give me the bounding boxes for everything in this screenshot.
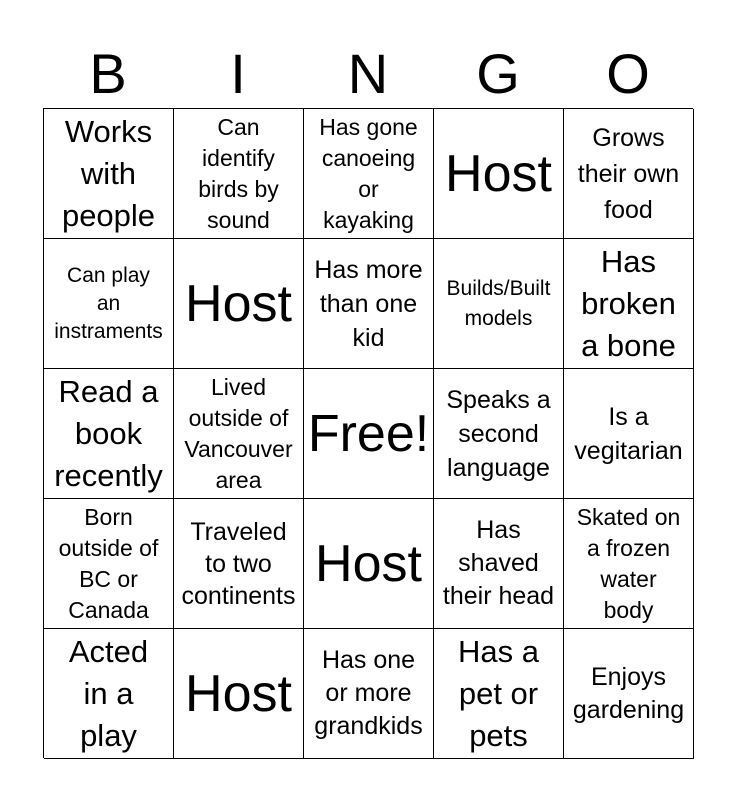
cell-text: Has gone canoeing or kayaking [319, 113, 418, 233]
bingo-cell[interactable] [304, 239, 434, 369]
bingo-cell[interactable] [564, 629, 694, 759]
header-letter-o: O [606, 42, 650, 105]
cell-text: Can play an instraments [54, 263, 163, 343]
bingo-cell[interactable] [434, 369, 564, 499]
bingo-cell-host[interactable] [304, 499, 434, 629]
bingo-cell[interactable] [44, 109, 174, 239]
cell-text: Lived outside of Vancouver area [184, 373, 293, 493]
header-letter-i: I [230, 42, 246, 105]
cell-text: Has shaved their head [442, 516, 555, 610]
header-letter-n: N [347, 42, 389, 105]
cell-text: Read a book recently [54, 373, 163, 493]
cell-text: Free! [307, 404, 430, 463]
header-letter-b: B [89, 42, 127, 105]
cell-text: Traveled to two continents [181, 517, 296, 610]
bingo-cell[interactable] [44, 369, 174, 499]
header-letter-g: G [476, 42, 520, 105]
bingo-cell-host[interactable] [434, 109, 564, 239]
bingo-cell[interactable] [564, 109, 694, 239]
cell-text: Works with people [61, 113, 156, 233]
cell-text: Host [315, 534, 422, 593]
bingo-cell[interactable] [44, 629, 174, 759]
bingo-cell[interactable] [564, 239, 694, 369]
bingo-cell[interactable] [564, 499, 694, 629]
cell-text: Born outside of BC or Canada [58, 503, 159, 623]
cell-text: Host [185, 664, 292, 723]
cell-text: Builds/Built models [446, 276, 551, 330]
bingo-cell[interactable] [174, 109, 304, 239]
bingo-cell[interactable] [44, 499, 174, 629]
bingo-cell[interactable] [174, 369, 304, 499]
bingo-cell[interactable] [434, 499, 564, 629]
bingo-cell-free[interactable] [304, 369, 434, 499]
bingo-cell-host[interactable] [174, 629, 304, 759]
cell-text: Has one or more grandkids [314, 646, 423, 740]
cell-text: Speaks a second language [446, 385, 551, 482]
bingo-cell[interactable] [174, 499, 304, 629]
cell-text: Has a pet or pets [458, 633, 539, 753]
bingo-cell[interactable] [434, 629, 564, 759]
cell-text: Has more than one kid [314, 255, 423, 352]
bingo-header [43, 40, 693, 108]
bingo-cell[interactable] [44, 239, 174, 369]
cell-text: Host [185, 274, 292, 333]
bingo-cell[interactable] [564, 369, 694, 499]
cell-text: Host [445, 144, 552, 203]
cell-text: Has broken a bone [581, 243, 676, 363]
cell-text: Skated on a frozen water body [576, 503, 681, 623]
bingo-cell[interactable] [434, 239, 564, 369]
cell-text: Is a vegitarian [574, 402, 683, 465]
bingo-cell-host[interactable] [174, 239, 304, 369]
cell-text: Enjoys gardening [572, 662, 685, 724]
cell-text: Acted in a play [68, 633, 149, 753]
bingo-cell[interactable] [304, 109, 434, 239]
cell-text: Grows their own food [577, 123, 680, 224]
cell-text: Can identify birds by sound [198, 113, 279, 233]
bingo-cell[interactable] [304, 629, 434, 759]
bingo-card-grid [43, 108, 693, 758]
